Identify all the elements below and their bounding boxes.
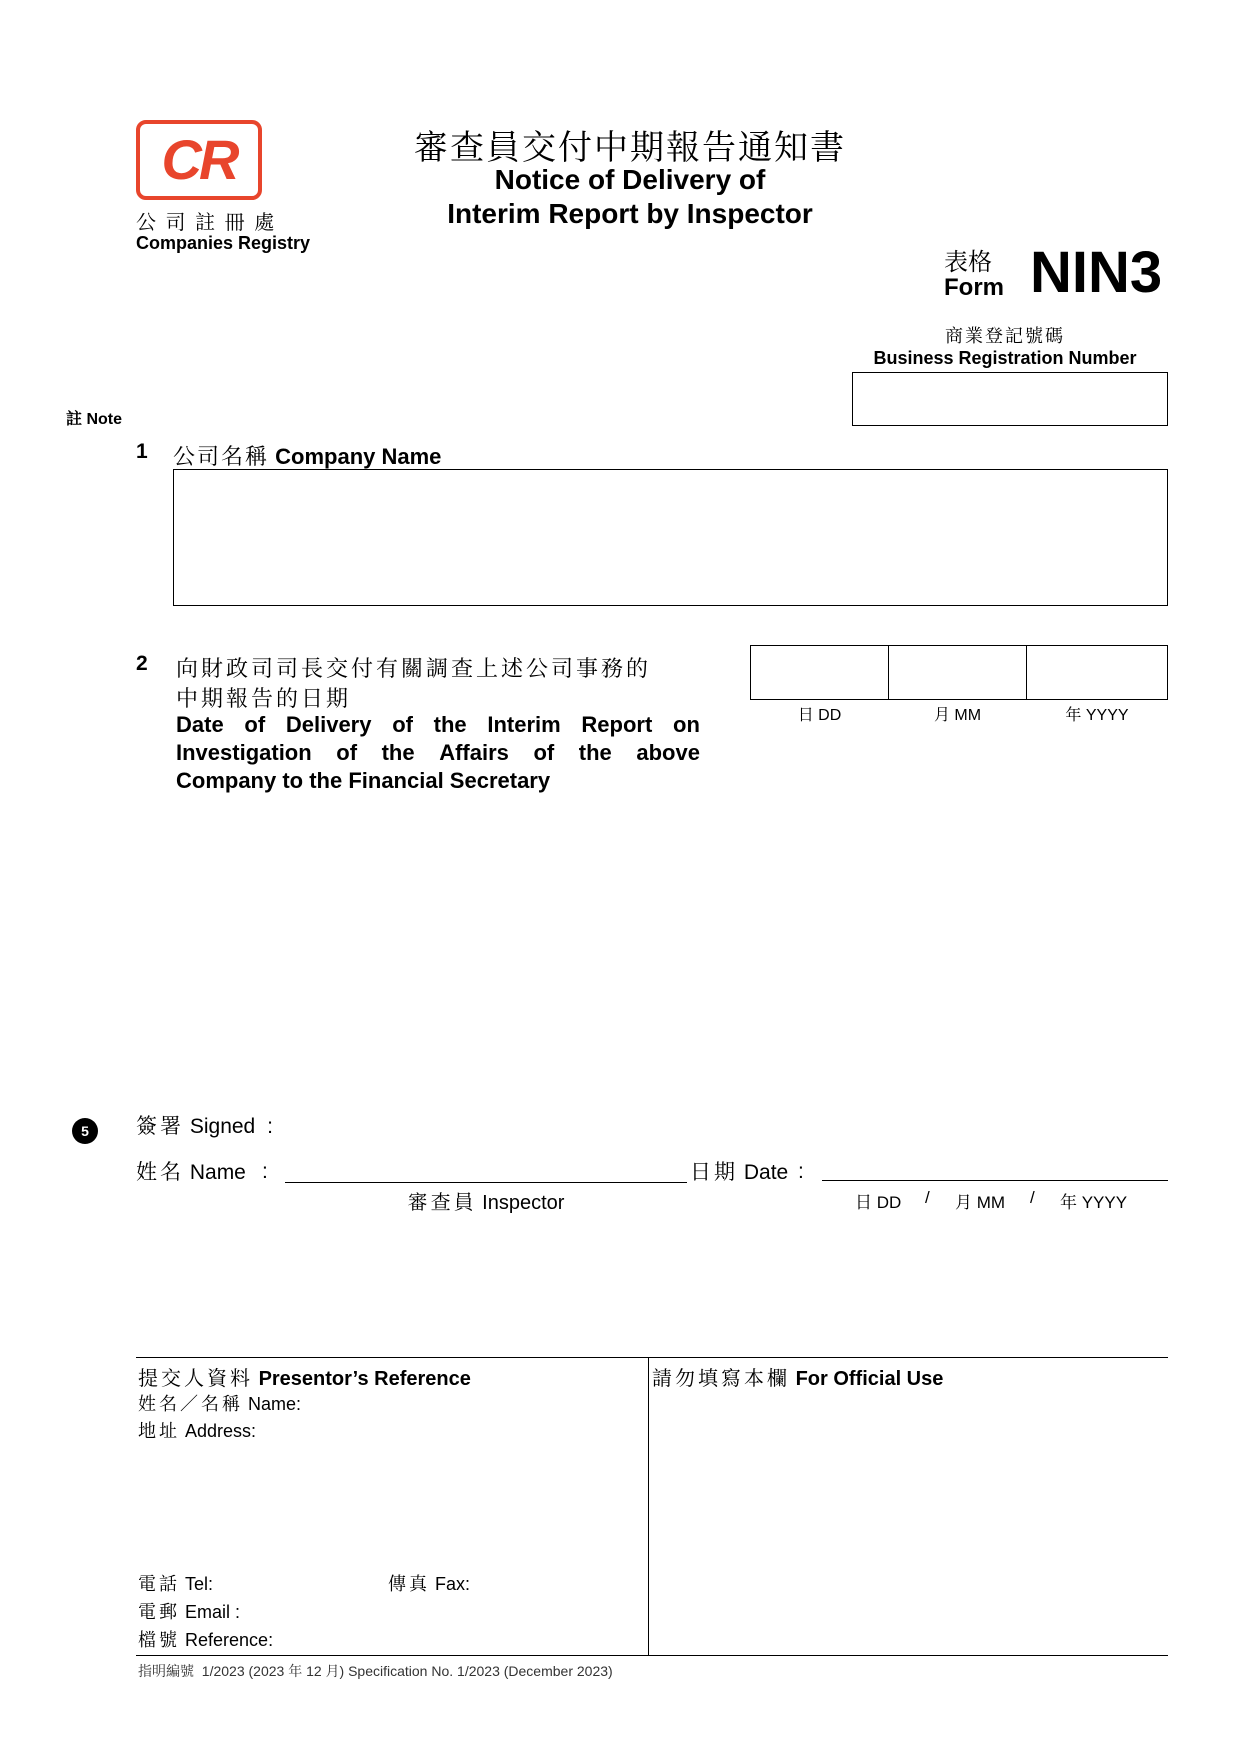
word: the bbox=[578, 740, 612, 765]
presenter-reference-zh: 檔號 bbox=[138, 1630, 180, 1650]
presenter-fax-label bbox=[388, 1570, 470, 1596]
inspector-caption-en: Inspector bbox=[482, 1192, 565, 1214]
date-colon: : bbox=[798, 1160, 804, 1183]
sign-date-dd-label: 日 DD bbox=[855, 1193, 902, 1212]
sign-date-mm-label: 月 MM bbox=[955, 1193, 1006, 1212]
section1-label-zh: 公司名稱 bbox=[173, 444, 270, 469]
presenter-name-label bbox=[138, 1390, 301, 1416]
signed-colon: : bbox=[267, 1115, 273, 1138]
delivery-date-mm-box[interactable] bbox=[888, 645, 1027, 700]
presenter-fax-zh: 傳真 bbox=[388, 1574, 430, 1594]
form-label-en: Form bbox=[944, 274, 1004, 301]
section2-number: 2 bbox=[136, 652, 148, 675]
registry-name-zh: 公 司 註 冊 處 bbox=[136, 212, 277, 234]
inspector-caption bbox=[285, 1186, 687, 1215]
presenter-title-en: Presentor’s Reference bbox=[258, 1368, 471, 1390]
note-label: 註 Note bbox=[66, 411, 123, 428]
name-colon: : bbox=[262, 1160, 268, 1183]
presenter-name-zh: 姓名／名稱 bbox=[138, 1394, 243, 1414]
presenter-tel-en: Tel: bbox=[185, 1574, 214, 1594]
brn-label-zh: 商業登記號碼 bbox=[945, 326, 1065, 346]
section1-number: 1 bbox=[136, 440, 148, 463]
presenter-address-en: Address: bbox=[185, 1421, 257, 1441]
date-input-line[interactable] bbox=[822, 1180, 1168, 1181]
brn-label-en: Business Registration Number bbox=[873, 348, 1137, 368]
word: of bbox=[392, 712, 413, 737]
company-name-input-box[interactable] bbox=[173, 469, 1168, 606]
presenter-name-en: Name: bbox=[248, 1394, 302, 1414]
presenter-title bbox=[138, 1362, 471, 1391]
section2-label-en-line2 bbox=[176, 740, 700, 766]
word: of bbox=[533, 740, 555, 765]
presenter-fax-en: Fax: bbox=[435, 1574, 471, 1594]
section2-label-zh-line2: 中期報告的日期 bbox=[176, 686, 352, 711]
name-input-line[interactable] bbox=[285, 1182, 687, 1183]
sign-date-yyyy-label: 年 YYYY bbox=[1060, 1193, 1128, 1212]
official-use-title-en: For Official Use bbox=[795, 1368, 944, 1390]
sign-date-slash-2: / bbox=[1030, 1188, 1035, 1207]
presenter-reference-label bbox=[138, 1626, 273, 1652]
date-label bbox=[690, 1156, 788, 1186]
form-label-zh: 表格 bbox=[944, 249, 992, 276]
section5-marker: 5 bbox=[72, 1118, 98, 1144]
section2-label-en-line3: Company to the Financial Secretary bbox=[176, 768, 551, 793]
date-label-en: Date bbox=[743, 1161, 789, 1184]
delivery-date-yyyy-label: 年 YYYY bbox=[1065, 707, 1129, 724]
signed-label bbox=[136, 1110, 273, 1140]
presenter-tel-label bbox=[138, 1570, 213, 1596]
title-zh: 審查員交付中期報告通知書 bbox=[414, 128, 846, 168]
bottom-panel-top-border bbox=[136, 1357, 1168, 1358]
delivery-date-mm-label: 月 MM bbox=[933, 707, 982, 724]
specification-footer bbox=[138, 1661, 613, 1681]
word: Interim bbox=[487, 712, 561, 737]
word: Report bbox=[581, 712, 653, 737]
bottom-panel-divider bbox=[648, 1357, 649, 1655]
inspector-caption-zh: 審查員 bbox=[407, 1192, 477, 1214]
name-label-zh: 姓名 bbox=[136, 1161, 184, 1184]
registry-name-en: Companies Registry bbox=[136, 233, 311, 253]
word: of bbox=[336, 740, 358, 765]
delivery-date-dd-box[interactable] bbox=[750, 645, 889, 700]
official-use-title bbox=[652, 1362, 943, 1391]
word: above bbox=[636, 740, 700, 765]
word: Date bbox=[176, 712, 224, 737]
word: the bbox=[381, 740, 415, 765]
specification-text: 1/2023 (2023 年 12 月) Specification No. 1/2023 (December 2023) bbox=[201, 1663, 613, 1679]
section2-label-en-line1 bbox=[176, 712, 700, 738]
signed-label-zh: 簽署 bbox=[136, 1115, 184, 1138]
title-en-line2: Interim Report by Inspector bbox=[447, 198, 813, 229]
cr-logo bbox=[136, 120, 262, 200]
signed-label-en: Signed bbox=[189, 1115, 256, 1138]
bottom-panel-bottom-border bbox=[136, 1655, 1168, 1656]
date-label-zh: 日期 bbox=[690, 1161, 738, 1184]
title-en-line1: Notice of Delivery of bbox=[494, 164, 766, 195]
form-number: NIN3 bbox=[1030, 240, 1163, 305]
presenter-tel-zh: 電話 bbox=[138, 1574, 180, 1594]
delivery-date-dd-label: 日 DD bbox=[797, 707, 842, 724]
specification-prefix-zh: 指明編號 bbox=[138, 1663, 194, 1679]
name-label-en: Name bbox=[189, 1161, 246, 1184]
presenter-email-label bbox=[138, 1598, 240, 1624]
word: on bbox=[673, 712, 700, 737]
presenter-title-zh: 提交人資料 bbox=[138, 1368, 253, 1390]
presenter-email-en: Email : bbox=[185, 1602, 241, 1622]
name-label bbox=[136, 1156, 246, 1186]
official-use-title-zh: 請勿填寫本欄 bbox=[652, 1368, 790, 1390]
word: Investigation bbox=[176, 740, 312, 765]
brn-input-box[interactable] bbox=[852, 372, 1168, 426]
word: of bbox=[244, 712, 266, 737]
presenter-address-label bbox=[138, 1417, 256, 1443]
word: the bbox=[433, 712, 467, 737]
cr-logo-text: CR bbox=[161, 128, 237, 191]
presenter-reference-en: Reference: bbox=[185, 1630, 274, 1650]
presenter-email-zh: 電郵 bbox=[138, 1602, 180, 1622]
presenter-address-zh: 地址 bbox=[138, 1421, 180, 1441]
sign-date-slash-1: / bbox=[925, 1188, 930, 1207]
section2-label-zh-line1: 向財政司司長交付有關調查上述公司事務的 bbox=[176, 656, 652, 681]
word: Affairs bbox=[439, 740, 509, 765]
word: Delivery bbox=[285, 712, 372, 737]
delivery-date-yyyy-box[interactable] bbox=[1026, 645, 1168, 700]
section1-label bbox=[173, 440, 441, 471]
section1-label-en: Company Name bbox=[275, 444, 442, 469]
